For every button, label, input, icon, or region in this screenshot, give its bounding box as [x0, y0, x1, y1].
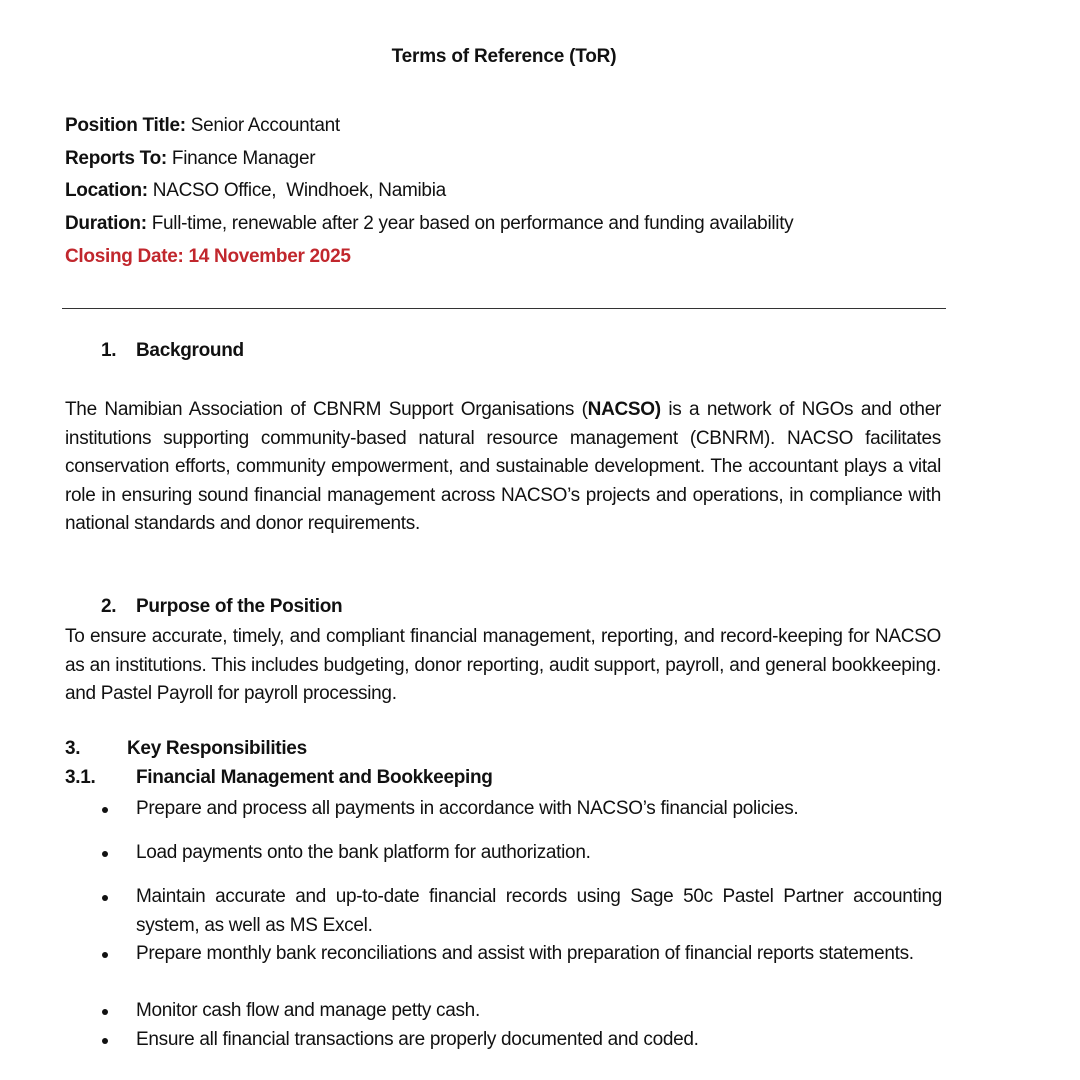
bullet-icon	[102, 952, 108, 958]
bullet-icon	[102, 1009, 108, 1015]
background-text-end: is a network of NGOs and other institutions supporting community-based natural resource management (CBNRM). NACSO facilitates conservation efforts, community empowerment, and sustainable development. The accountant plays a vital role in ensuring sound financial management across NACSO’s projects and operations, in compliance with national standards and donor requirements.	[65, 399, 941, 534]
position-metadata	[65, 112, 793, 275]
subsection-title: Financial Management and Bookkeeping	[136, 767, 493, 788]
duration-label: Duration:	[65, 213, 147, 235]
location-value: NACSO Office, Windhoek, Namibia	[147, 180, 446, 202]
list-item: Prepare monthly bank reconciliations and assist with preparation of financial reports statements.	[136, 940, 942, 969]
bullet-icon	[102, 895, 108, 901]
document-title: Terms of Reference (ToR)	[391, 46, 617, 67]
list-item: Ensure all financial transactions are properly documented and coded.	[136, 1026, 942, 1055]
bullet-icon	[102, 807, 108, 813]
duration-value: Full-time, renewable after 2 year based on performance and funding availability	[146, 213, 794, 235]
section-heading-purpose	[101, 596, 342, 618]
reports-to-line	[65, 145, 793, 178]
background-text-start: The Namibian Association of CBNRM Support Organisations (	[65, 399, 588, 420]
subsection-heading-financial-management	[65, 767, 493, 789]
background-paragraph	[65, 396, 941, 539]
list-item: Monitor cash flow and manage petty cash.	[136, 997, 942, 1026]
position-title-label: Position Title:	[65, 115, 186, 136]
list-item: Prepare and process all payments in accordance with NACSO’s financial policies.	[136, 795, 942, 824]
horizontal-divider	[62, 308, 946, 309]
section-title: Background	[136, 340, 244, 361]
section-heading-responsibilities	[65, 738, 307, 760]
location-label: Location:	[65, 180, 148, 202]
position-title-line	[65, 112, 793, 145]
section-title: Purpose of the Position	[136, 596, 343, 617]
reports-to-value: Finance Manager	[166, 147, 316, 169]
duration-line	[65, 210, 793, 243]
section-number: 1.	[101, 340, 117, 361]
position-title-value: Senior Accountant	[185, 115, 340, 136]
list-item: Maintain accurate and up-to-date financial records using Sage 50c Pastel Partner accounting system, as well as MS Excel.	[136, 883, 942, 940]
closing-date: Closing Date: 14 November 2025	[65, 245, 351, 267]
section-number: 3.	[65, 738, 81, 759]
background-bold-acronym: NACSO)	[587, 399, 661, 420]
bullet-icon	[102, 851, 108, 857]
subsection-number: 3.1.	[65, 767, 96, 788]
list-item: Load payments onto the bank platform for authorization.	[136, 839, 942, 868]
reports-to-label: Reports To:	[65, 147, 167, 169]
section-number: 2.	[101, 596, 117, 617]
purpose-paragraph: To ensure accurate, timely, and compliant financial management, reporting, and record-keeping for NACSO as an institutions. This includes budgeting, donor reporting, audit support, payroll, and general bookkeeping. and Pastel Payroll for payroll processing.	[65, 626, 941, 704]
section-heading-background	[101, 340, 244, 362]
location-line	[65, 177, 793, 210]
section-title: Key Responsibilities	[127, 738, 307, 759]
bullet-icon	[102, 1038, 108, 1044]
